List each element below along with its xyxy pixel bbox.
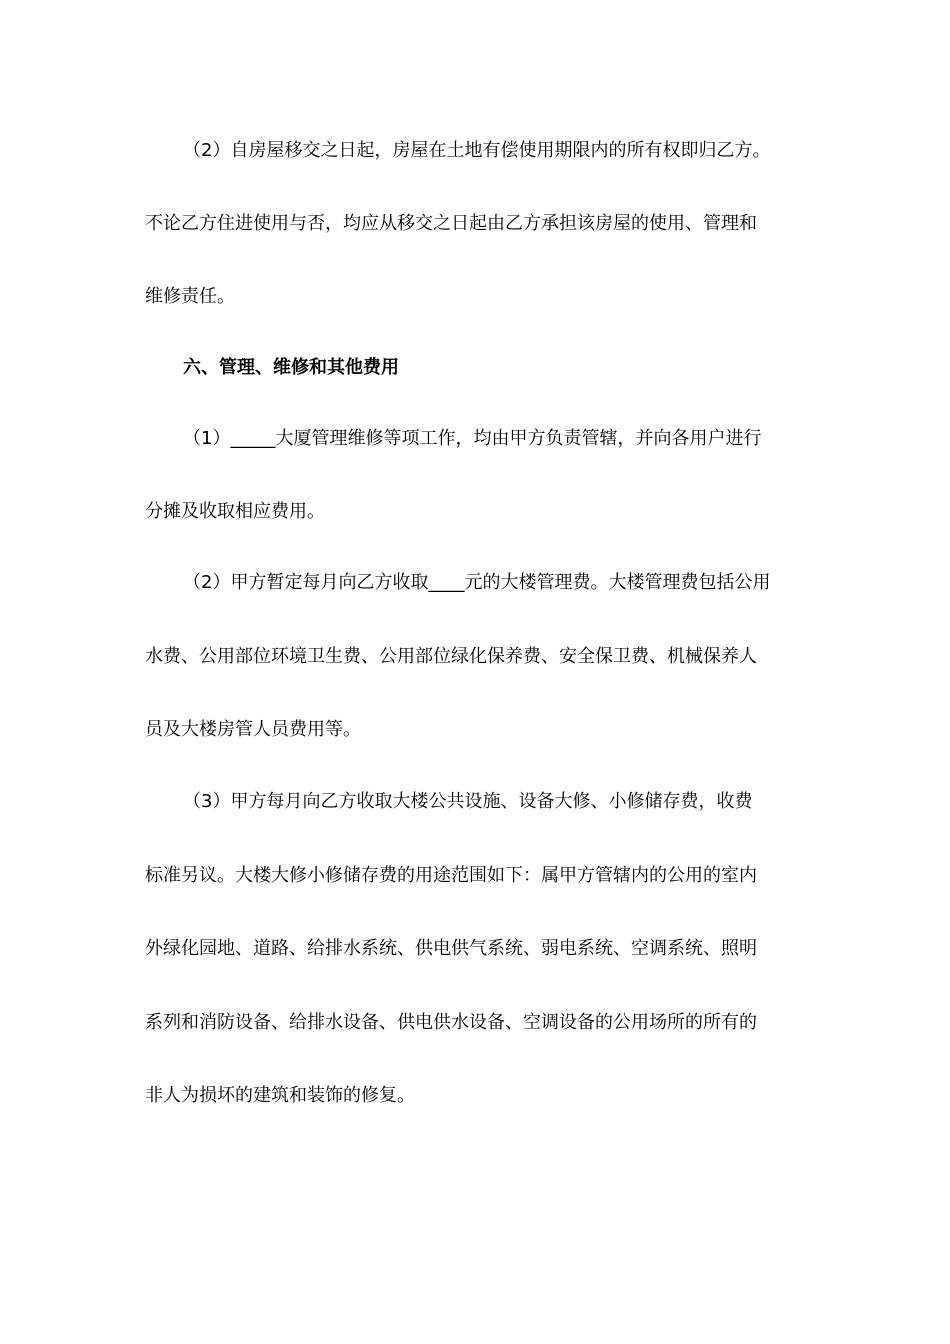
item-3-line-3: 外绿化园地、道路、给排水系统、供电供气系统、弱电系统、空调系统、照明 [145,938,757,959]
item-3-line-2: 标准另议。大楼大修小修储存费的用途范围如下：属甲方管辖内的公用的室内 [145,865,757,886]
item-2-line-3: 员及大楼房管人员费用等。 [145,719,361,740]
item-1-line-1: （1）_____大厦管理维修等项工作，均由甲方负责管辖，并向各用户进行 [183,428,762,449]
item-1-line-2: 分摊及收取相应费用。 [145,501,325,522]
section-heading: 六、管理、维修和其他费用 [183,357,399,378]
item-3-line-5: 非人为损坏的建筑和装饰的修复。 [145,1085,415,1106]
paragraph-2-line-1: （2）自房屋移交之日起，房屋在土地有偿使用期限内的所有权即归乙方。 [183,140,771,161]
paragraph-2-line-3: 维修责任。 [145,286,235,307]
item-2-line-1: （2）甲方暂定每月向乙方收取____元的大楼管理费。大楼管理费包括公用 [183,572,771,593]
paragraph-2-line-2: 不论乙方住进使用与否，均应从移交之日起由乙方承担该房屋的使用、管理和 [145,213,757,234]
item-2-line-2: 水费、公用部位环境卫生费、公用部位绿化保养费、安全保卫费、机械保养人 [145,646,757,667]
item-3-line-1: （3）甲方每月向乙方收取大楼公共设施、设备大修、小修储存费，收费 [183,791,753,812]
item-3-line-4: 系列和消防设备、给排水设备、供电供水设备、空调设备的公用场所的所有的 [145,1012,757,1033]
